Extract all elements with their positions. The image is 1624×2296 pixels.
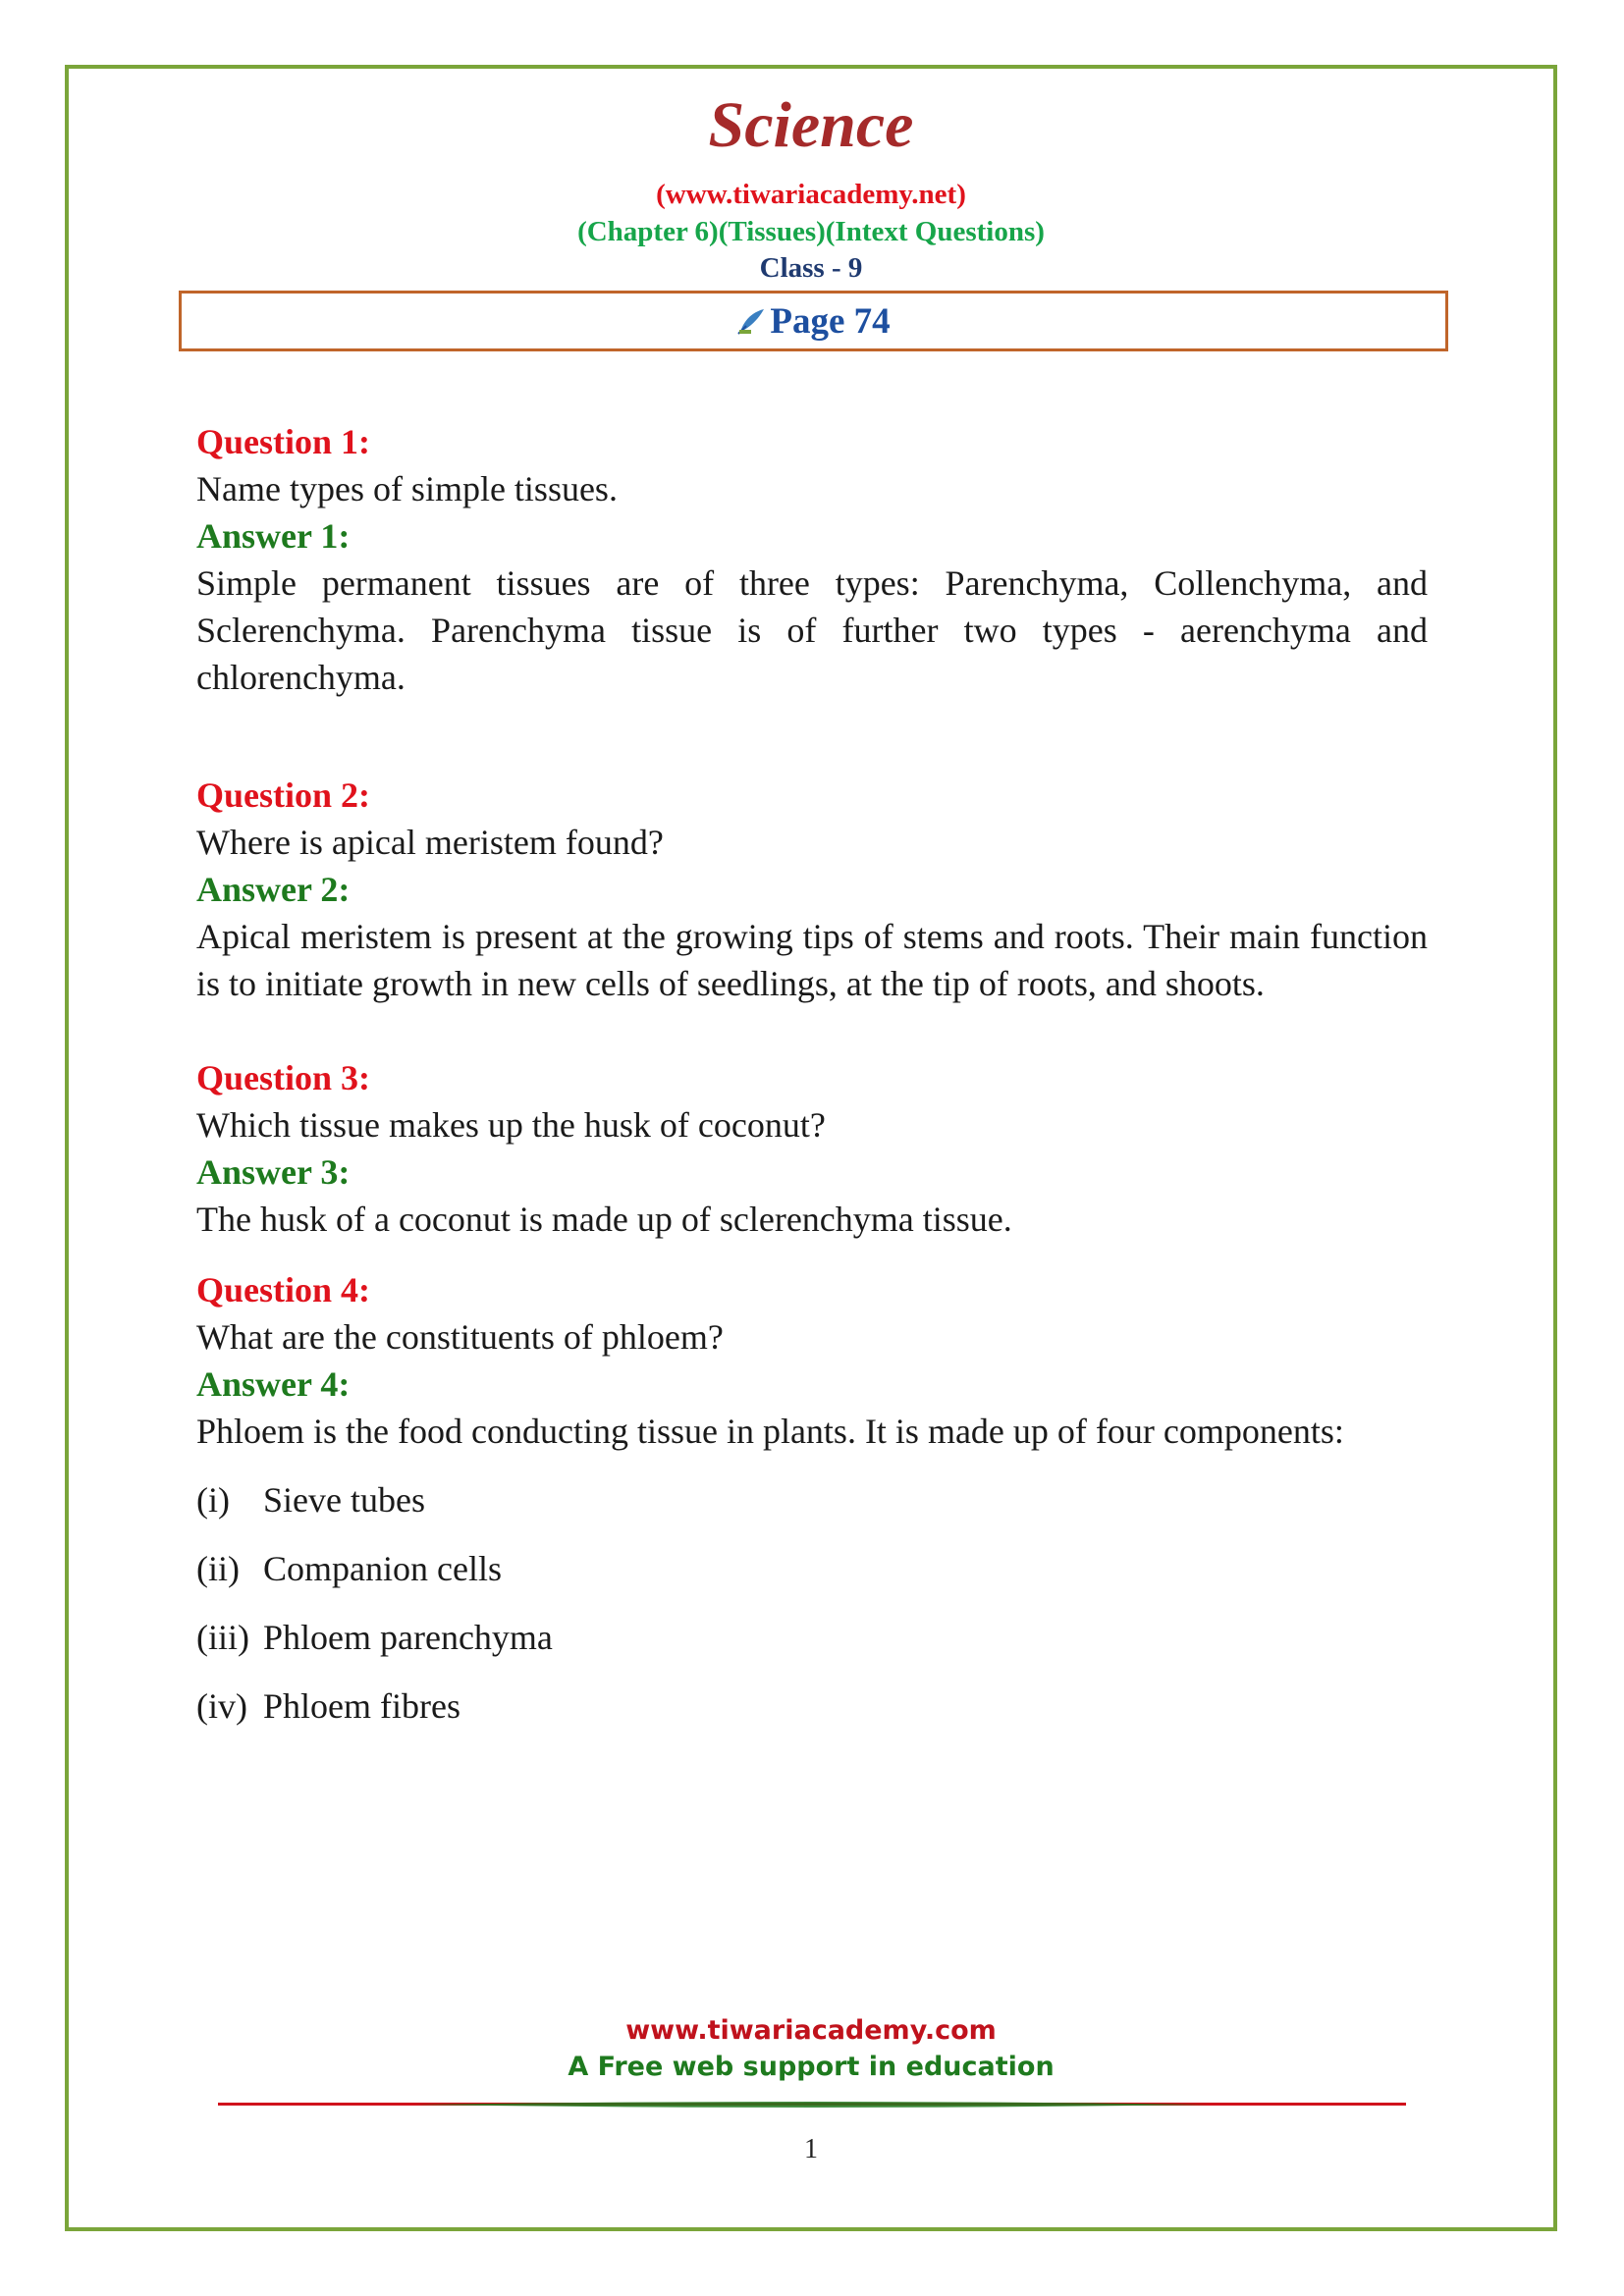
question-text: Where is apical meristem found? [196, 823, 664, 862]
list-item [196, 1545, 1428, 1592]
answer-text: The husk of a coconut is made up of sclerenchyma tissue. [196, 1200, 1012, 1239]
question-text: Name types of simple tissues. [196, 469, 618, 508]
list-text: Companion cells [263, 1549, 502, 1588]
question-text: What are the constituents of phloem? [196, 1317, 724, 1357]
list-item [196, 1476, 1428, 1523]
list-number: (iv) [196, 1686, 247, 1726]
page-label: Page 74 [770, 300, 891, 342]
list-text: Phloem parenchyma [263, 1618, 553, 1657]
list-number: (i) [196, 1480, 230, 1520]
footer-tagline: A Free web support in education [568, 2052, 1055, 2082]
question-label: Question 3: [196, 1058, 371, 1097]
class-label: Class - 9 [759, 252, 863, 284]
page-banner [179, 291, 1448, 351]
answer-label: Answer 1: [196, 516, 351, 556]
page-number: 1 [804, 2134, 818, 2164]
answer-text: Simple permanent tissues are of three types: Parenchyma, Collenchyma, and Sclerenchyma. Parenchyma tissue is of further two types - aerenchyma and chlorenchyma. [196, 563, 1428, 697]
footer-website: www.tiwariacademy.com [625, 2015, 997, 2046]
quill-logo-icon [736, 306, 766, 336]
answer-text: Phloem is the food conducting tissue in plants. It is made up of four components: [196, 1412, 1344, 1451]
qa-content [196, 418, 1428, 1730]
question-label: Question 1: [196, 422, 371, 461]
list-number: (iii) [196, 1618, 249, 1657]
page-label-wrap [736, 300, 890, 343]
list-item [196, 1682, 1428, 1730]
header-website: (www.tiwariacademy.net) [656, 179, 966, 210]
answer-label: Answer 3: [196, 1152, 351, 1192]
list-text: Sieve tubes [263, 1480, 425, 1520]
list-number: (ii) [196, 1549, 240, 1588]
answer-text: Apical meristem is present at the growing tips of stems and roots. Their main function is to initiate growth in new cells of seedlings, at the tip of roots, and shoots. [196, 917, 1428, 1003]
chapter-heading: (Chapter 6)(Tissues)(Intext Questions) [577, 216, 1045, 247]
answer-label: Answer 2: [196, 870, 351, 909]
question-label: Question 2: [196, 775, 371, 815]
list-text: Phloem fibres [263, 1686, 460, 1726]
answer-label: Answer 4: [196, 1364, 351, 1404]
document-title: Science [708, 89, 914, 161]
footer-divider [218, 2101, 1406, 2109]
question-label: Question 4: [196, 1270, 371, 1309]
list-item [196, 1614, 1428, 1661]
question-text: Which tissue makes up the husk of coconut? [196, 1105, 826, 1145]
